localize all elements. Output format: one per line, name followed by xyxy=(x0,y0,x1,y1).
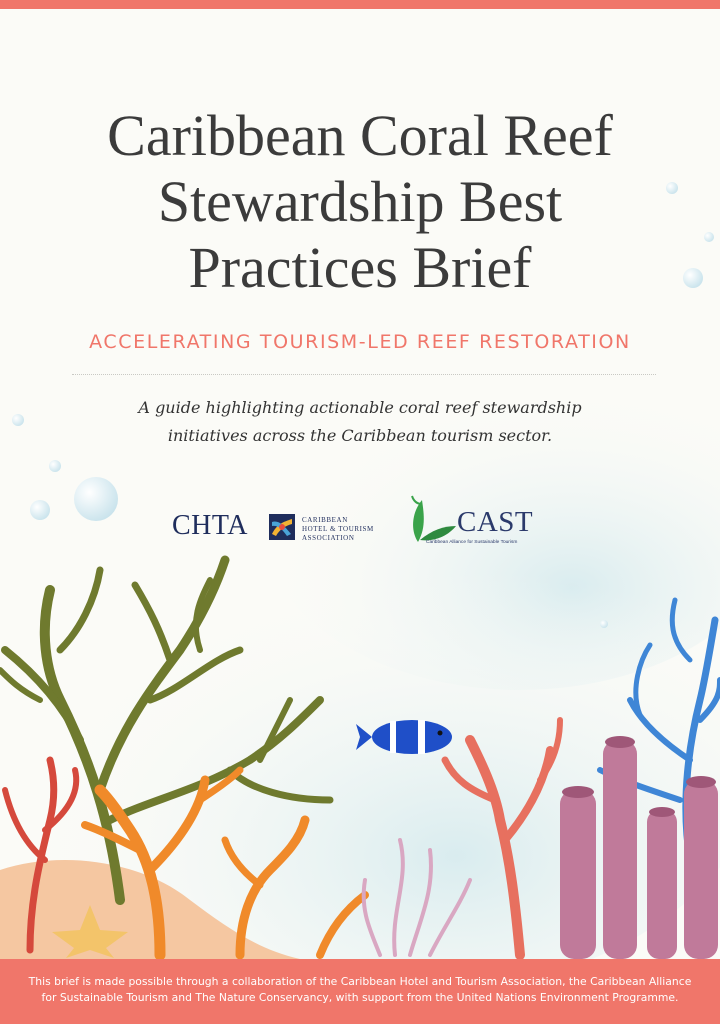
chta-line: ASSOCIATION xyxy=(302,534,355,542)
dotted-divider xyxy=(72,374,656,375)
footer-line: This brief is made possible through a collaboration of the Caribbean Hotel and Tourism Association, the Caribbean Alliance xyxy=(28,975,692,988)
cast-logo xyxy=(404,490,549,554)
chta-logo xyxy=(172,508,382,548)
chta-line: CARIBBEAN xyxy=(302,516,348,524)
title-line: Practices Brief xyxy=(188,235,532,300)
cast-wordmark: CAST xyxy=(457,506,534,538)
tagline-line: initiatives across the Caribbean tourism sector. xyxy=(167,426,553,445)
cast-leaf-icon xyxy=(404,490,460,546)
page-title xyxy=(0,103,720,301)
tagline-line: A guide highlighting actionable coral reef stewardship xyxy=(138,398,582,417)
title-line: Stewardship Best xyxy=(157,169,563,234)
chta-emblem-icon xyxy=(269,514,295,540)
footer-credits xyxy=(0,959,720,1024)
title-line: Caribbean Coral Reef xyxy=(107,103,613,168)
subtitle: ACCELERATING TOURISM-LED REEF RESTORATION xyxy=(89,331,631,353)
top-accent-bar xyxy=(0,0,720,9)
chta-line: HOTEL & TOURISM xyxy=(302,525,374,533)
footer-line: for Sustainable Tourism and The Nature Conservancy, with support from the United Nations Environment Programme. xyxy=(41,991,679,1004)
chta-wordmark: CHTA xyxy=(172,510,248,541)
tagline xyxy=(0,394,720,450)
cast-tagline: Caribbean Alliance for Sustainable Tourism xyxy=(426,540,518,545)
